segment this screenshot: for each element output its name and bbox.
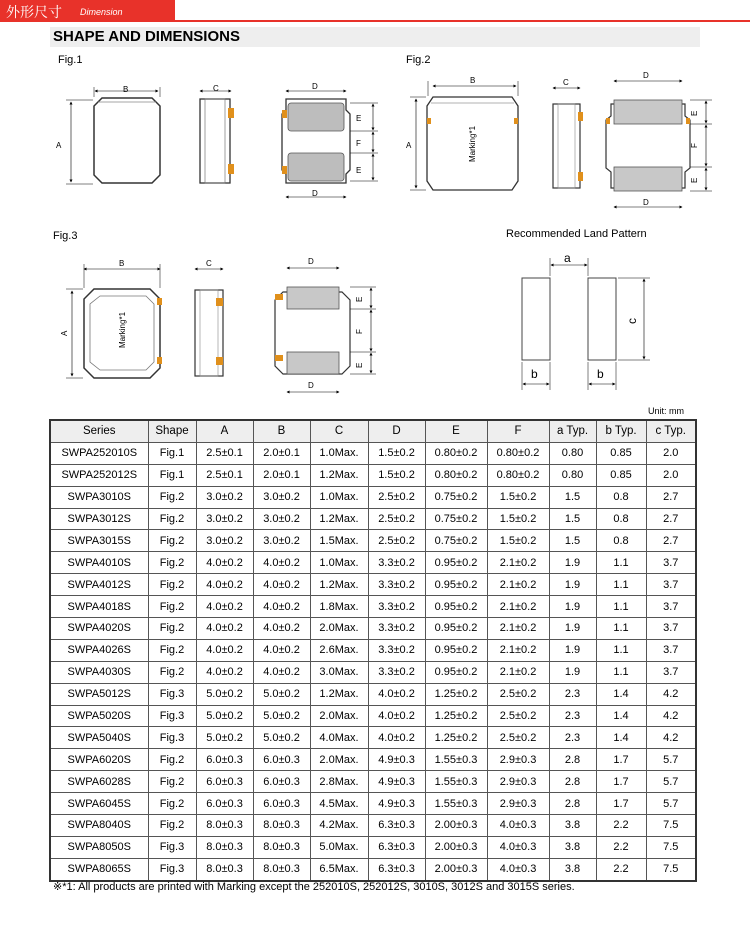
table-cell: 5.0±0.2 [253, 727, 310, 749]
table-row [50, 442, 696, 464]
table-row [50, 771, 696, 793]
table-cell: Fig.2 [148, 771, 196, 793]
land-dim-b2: b [597, 367, 604, 381]
table-row [50, 552, 696, 574]
table-cell: SWPA4030S [50, 661, 148, 683]
table-cell: 6.0±0.3 [253, 749, 310, 771]
table-cell: 1.55±0.3 [425, 771, 487, 793]
table-cell: 5.7 [646, 749, 696, 771]
dimension-drawings [0, 0, 750, 410]
table-cell: 1.5 [549, 486, 596, 508]
table-cell: 1.7 [596, 749, 646, 771]
table-cell: 5.0±0.2 [253, 705, 310, 727]
table-cell: 1.5±0.2 [368, 442, 425, 464]
column-header: Series [50, 420, 148, 442]
table-cell: 0.8 [596, 530, 646, 552]
table-cell: 8.0±0.3 [253, 815, 310, 837]
table-cell: 2.00±0.3 [425, 815, 487, 837]
fig1-dim-d-top: D [312, 82, 318, 91]
fig2-dim-d-top: D [643, 71, 649, 80]
table-cell: SWPA8050S [50, 836, 148, 858]
table-row [50, 574, 696, 596]
table-cell: 1.25±0.2 [425, 727, 487, 749]
table-cell: 3.3±0.2 [368, 574, 425, 596]
table-cell: 2.5±0.2 [487, 727, 549, 749]
table-cell: 4.0±0.2 [196, 639, 253, 661]
table-cell: SWPA4020S [50, 618, 148, 640]
table-cell: SWPA4010S [50, 552, 148, 574]
table-cell: 2.00±0.3 [425, 858, 487, 880]
table-cell: 3.8 [549, 836, 596, 858]
table-cell: 3.0±0.2 [196, 508, 253, 530]
table-cell: 0.80 [549, 442, 596, 464]
fig3-label: Fig.3 [53, 230, 78, 242]
table-cell: 6.0±0.3 [196, 771, 253, 793]
table-cell: Fig.2 [148, 661, 196, 683]
table-cell: 1.4 [596, 727, 646, 749]
table-cell: 2.8 [549, 771, 596, 793]
table-cell: 2.9±0.3 [487, 793, 549, 815]
table-cell: 4.2 [646, 705, 696, 727]
table-cell: 2.3 [549, 727, 596, 749]
column-header: C [310, 420, 368, 442]
table-cell: 6.0±0.3 [253, 793, 310, 815]
table-cell: 7.5 [646, 858, 696, 880]
land-pattern-label: Recommended Land Pattern [506, 228, 647, 240]
table-cell: 2.5±0.1 [196, 442, 253, 464]
table-cell: 3.7 [646, 661, 696, 683]
column-header: c Typ. [646, 420, 696, 442]
header-cn-label: 外形尺寸 [6, 5, 62, 21]
table-cell: SWPA6028S [50, 771, 148, 793]
table-row [50, 486, 696, 508]
fig2-dim-f: F [690, 143, 699, 148]
table-cell: 1.0Max. [310, 442, 368, 464]
table-cell: 4.0±0.2 [368, 727, 425, 749]
table-cell: 0.75±0.2 [425, 508, 487, 530]
table-cell: 4.9±0.3 [368, 749, 425, 771]
table-row [50, 836, 696, 858]
table-cell: Fig.2 [148, 749, 196, 771]
table-row [50, 793, 696, 815]
table-cell: 3.7 [646, 596, 696, 618]
table-cell: SWPA5020S [50, 705, 148, 727]
table-cell: 1.0Max. [310, 486, 368, 508]
table-cell: 1.25±0.2 [425, 683, 487, 705]
table-cell: 3.3±0.2 [368, 552, 425, 574]
table-cell: SWPA3010S [50, 486, 148, 508]
table-cell: 4.0±0.2 [196, 552, 253, 574]
table-cell: 1.1 [596, 596, 646, 618]
table-cell: 4.2 [646, 683, 696, 705]
table-cell: 2.0 [646, 464, 696, 486]
fig3-marking: Marking*1 [118, 311, 127, 348]
column-header: B [253, 420, 310, 442]
table-cell: 2.0Max. [310, 618, 368, 640]
table-cell: 1.2Max. [310, 574, 368, 596]
table-cell: SWPA5040S [50, 727, 148, 749]
table-cell: 2.5±0.2 [368, 530, 425, 552]
table-cell: 0.80±0.2 [425, 442, 487, 464]
table-row [50, 530, 696, 552]
table-row [50, 596, 696, 618]
table-cell: SWPA5012S [50, 683, 148, 705]
table-cell: 2.1±0.2 [487, 596, 549, 618]
table-cell: 8.0±0.3 [253, 836, 310, 858]
fig1-dim-e2: E [356, 166, 362, 175]
table-cell: 1.9 [549, 574, 596, 596]
table-cell: 0.85 [596, 442, 646, 464]
fig2-label: Fig.2 [406, 54, 431, 66]
table-cell: 2.2 [596, 836, 646, 858]
fig3-dim-e2: E [355, 362, 364, 368]
table-cell: 0.95±0.2 [425, 552, 487, 574]
table-cell: 3.0±0.2 [253, 508, 310, 530]
table-cell: 5.0Max. [310, 836, 368, 858]
table-cell: 1.4 [596, 705, 646, 727]
table-cell: 4.0±0.2 [253, 639, 310, 661]
table-cell: 3.7 [646, 574, 696, 596]
column-header: b Typ. [596, 420, 646, 442]
table-cell: Fig.2 [148, 486, 196, 508]
column-header: F [487, 420, 549, 442]
table-cell: 2.0Max. [310, 705, 368, 727]
table-cell: 0.8 [596, 508, 646, 530]
fig3-dim-c: C [206, 259, 212, 268]
table-cell: 2.9±0.3 [487, 749, 549, 771]
table-cell: 8.0±0.3 [253, 858, 310, 880]
table-cell: 1.2Max. [310, 508, 368, 530]
table-cell: 2.0±0.1 [253, 464, 310, 486]
table-cell: SWPA6045S [50, 793, 148, 815]
table-cell: 2.1±0.2 [487, 574, 549, 596]
table-cell: 2.5±0.2 [368, 486, 425, 508]
table-cell: 4.0±0.2 [253, 618, 310, 640]
land-dim-a: a [564, 251, 571, 265]
fig3-dim-d-top: D [308, 257, 314, 266]
table-cell: 4.0±0.2 [196, 618, 253, 640]
table-cell: 4.2Max. [310, 815, 368, 837]
table-cell: SWPA4018S [50, 596, 148, 618]
table-cell: 2.7 [646, 486, 696, 508]
table-cell: Fig.1 [148, 464, 196, 486]
table-cell: 6.5Max. [310, 858, 368, 880]
table-cell: 2.1±0.2 [487, 618, 549, 640]
table-cell: SWPA8065S [50, 858, 148, 880]
table-cell: 2.7 [646, 530, 696, 552]
table-cell: 1.1 [596, 661, 646, 683]
table-cell: 8.0±0.3 [196, 858, 253, 880]
fig2-marking: Marking*1 [468, 125, 477, 162]
table-cell: Fig.3 [148, 836, 196, 858]
table-cell: 0.95±0.2 [425, 596, 487, 618]
table-cell: SWPA252012S [50, 464, 148, 486]
table-cell: Fig.3 [148, 683, 196, 705]
fig2-dim-d-bottom: D [643, 198, 649, 207]
table-cell: Fig.2 [148, 574, 196, 596]
table-cell: 2.8 [549, 793, 596, 815]
table-cell: 0.80±0.2 [487, 442, 549, 464]
table-cell: 2.0Max. [310, 749, 368, 771]
table-cell: 2.5±0.1 [196, 464, 253, 486]
column-header: Shape [148, 420, 196, 442]
table-row [50, 705, 696, 727]
table-cell: SWPA8040S [50, 815, 148, 837]
table-cell: 6.3±0.3 [368, 836, 425, 858]
table-body [50, 442, 696, 880]
table-cell: 8.0±0.3 [196, 836, 253, 858]
table-cell: 3.8 [549, 858, 596, 880]
fig2-dim-c: C [563, 78, 569, 87]
table-cell: 1.5 [549, 508, 596, 530]
table-cell: 4.2 [646, 727, 696, 749]
table-cell: 3.0Max. [310, 661, 368, 683]
fig3-dim-a: A [60, 330, 69, 336]
table-row [50, 815, 696, 837]
table-cell: 2.8 [549, 749, 596, 771]
table-cell: 2.3 [549, 683, 596, 705]
table-cell: Fig.2 [148, 508, 196, 530]
table-cell: 4.0±0.2 [196, 596, 253, 618]
table-cell: 2.7 [646, 508, 696, 530]
fig2-drawing [406, 71, 712, 207]
table-cell: 1.2Max. [310, 464, 368, 486]
table-cell: 2.0±0.1 [253, 442, 310, 464]
table-cell: 1.5±0.2 [487, 530, 549, 552]
table-row [50, 661, 696, 683]
table-cell: 1.5Max. [310, 530, 368, 552]
table-cell: SWPA252010S [50, 442, 148, 464]
table-cell: 0.8 [596, 486, 646, 508]
table-cell: 2.5±0.2 [368, 508, 425, 530]
table-cell: Fig.1 [148, 442, 196, 464]
header-en-label: Dimension [80, 7, 123, 17]
table-cell: 0.95±0.2 [425, 639, 487, 661]
table-cell: 4.0Max. [310, 727, 368, 749]
table-cell: 2.1±0.2 [487, 639, 549, 661]
table-row [50, 639, 696, 661]
fig1-drawing [56, 82, 378, 198]
table-cell: 4.0±0.2 [253, 574, 310, 596]
land-dim-c: c [625, 318, 639, 324]
table-cell: 1.0Max. [310, 552, 368, 574]
table-cell: Fig.2 [148, 530, 196, 552]
table-cell: 3.0±0.2 [253, 530, 310, 552]
land-pattern-drawing [522, 251, 650, 390]
fig1-dim-d-bottom: D [312, 189, 318, 198]
fig1-label: Fig.1 [58, 54, 83, 66]
table-cell: Fig.2 [148, 793, 196, 815]
table-cell: 1.1 [596, 639, 646, 661]
table-cell: SWPA3012S [50, 508, 148, 530]
fig1-dim-a: A [56, 141, 62, 150]
table-cell: 1.7 [596, 793, 646, 815]
table-cell: 1.8Max. [310, 596, 368, 618]
column-header: E [425, 420, 487, 442]
table-cell: 1.5±0.2 [487, 486, 549, 508]
table-cell: 3.0±0.2 [253, 486, 310, 508]
table-cell: SWPA4026S [50, 639, 148, 661]
table-cell: 6.3±0.3 [368, 858, 425, 880]
fig3-dim-f: F [355, 329, 364, 334]
fig1-dim-f: F [356, 139, 361, 148]
unit-label: Unit: mm [648, 406, 684, 416]
table-cell: 1.1 [596, 552, 646, 574]
table-cell: 5.0±0.2 [196, 727, 253, 749]
table-cell: Fig.2 [148, 815, 196, 837]
table-cell: 5.0±0.2 [253, 683, 310, 705]
table-row [50, 749, 696, 771]
column-header: D [368, 420, 425, 442]
table-cell: 4.0±0.2 [253, 552, 310, 574]
table-cell: 1.7 [596, 771, 646, 793]
table-cell: 1.4 [596, 683, 646, 705]
table-cell: 8.0±0.3 [196, 815, 253, 837]
table-cell: 1.9 [549, 639, 596, 661]
table-cell: 4.0±0.3 [487, 858, 549, 880]
table-cell: 0.75±0.2 [425, 486, 487, 508]
fig3-dim-e1: E [355, 296, 364, 302]
fig2-dim-e1: E [690, 110, 699, 116]
table-cell: Fig.2 [148, 552, 196, 574]
table-cell: 3.3±0.2 [368, 596, 425, 618]
table-row [50, 683, 696, 705]
fig1-dim-c: C [213, 84, 219, 93]
table-cell: 1.5±0.2 [368, 464, 425, 486]
fig2-dim-e2: E [690, 177, 699, 183]
table-cell: 0.95±0.2 [425, 618, 487, 640]
table-cell: 2.8Max. [310, 771, 368, 793]
table-row [50, 858, 696, 880]
table-cell: 3.3±0.2 [368, 639, 425, 661]
table-row [50, 508, 696, 530]
table-cell: 2.3 [549, 705, 596, 727]
table-cell: 4.0±0.2 [196, 574, 253, 596]
table-cell: 2.2 [596, 815, 646, 837]
table-cell: 6.3±0.3 [368, 815, 425, 837]
table-cell: 2.1±0.2 [487, 552, 549, 574]
table-cell: 1.5±0.2 [487, 508, 549, 530]
table-cell: 1.2Max. [310, 683, 368, 705]
table-cell: 3.0±0.2 [196, 486, 253, 508]
table-cell: 4.0±0.2 [253, 596, 310, 618]
table-cell: 1.1 [596, 618, 646, 640]
table-cell: SWPA4012S [50, 574, 148, 596]
table-cell: 4.0±0.2 [368, 683, 425, 705]
table-header-row [50, 420, 696, 442]
table-cell: 5.0±0.2 [196, 683, 253, 705]
table-cell: 2.2 [596, 858, 646, 880]
table-cell: 0.85 [596, 464, 646, 486]
fig3-drawing [60, 257, 376, 392]
table-cell: 2.5±0.2 [487, 705, 549, 727]
table-cell: 1.1 [596, 574, 646, 596]
table-cell: 2.6Max. [310, 639, 368, 661]
table-cell: 3.3±0.2 [368, 618, 425, 640]
table-cell: Fig.2 [148, 596, 196, 618]
table-cell: SWPA6020S [50, 749, 148, 771]
footnote: ※*1: All products are printed with Marking except the 252010S, 252012S, 3010S, 3012S and 3015S series. [53, 881, 575, 893]
table-cell: Fig.3 [148, 727, 196, 749]
table-cell: 0.95±0.2 [425, 661, 487, 683]
table-cell: 3.0±0.2 [196, 530, 253, 552]
spec-table [49, 419, 697, 882]
table-cell: 2.0 [646, 442, 696, 464]
table-cell: Fig.2 [148, 639, 196, 661]
table-cell: 1.9 [549, 618, 596, 640]
column-header: A [196, 420, 253, 442]
land-dim-b1: b [531, 367, 538, 381]
table-cell: 2.1±0.2 [487, 661, 549, 683]
table-cell: Fig.3 [148, 858, 196, 880]
table-cell: Fig.2 [148, 618, 196, 640]
column-header: a Typ. [549, 420, 596, 442]
fig1-dim-b: B [123, 85, 129, 94]
table-cell: 7.5 [646, 836, 696, 858]
fig3-dim-b: B [119, 259, 125, 268]
table-cell: 2.9±0.3 [487, 771, 549, 793]
table-cell: 1.9 [549, 596, 596, 618]
fig1-dim-e1: E [356, 114, 362, 123]
table-row [50, 464, 696, 486]
table-cell: 0.80 [549, 464, 596, 486]
fig3-dim-d-bottom: D [308, 381, 314, 390]
table-cell: 4.0±0.3 [487, 836, 549, 858]
table-cell: 3.8 [549, 815, 596, 837]
table-cell: 1.55±0.3 [425, 749, 487, 771]
fig2-dim-b: B [470, 76, 476, 85]
table-cell: 1.5 [549, 530, 596, 552]
table-cell: 4.5Max. [310, 793, 368, 815]
table-cell: 5.0±0.2 [196, 705, 253, 727]
table-cell: 1.9 [549, 661, 596, 683]
table-cell: 4.9±0.3 [368, 793, 425, 815]
table-cell: 4.9±0.3 [368, 771, 425, 793]
table-cell: 4.0±0.2 [368, 705, 425, 727]
table-cell: Fig.3 [148, 705, 196, 727]
table-cell: 0.80±0.2 [425, 464, 487, 486]
table-cell: 4.0±0.2 [196, 661, 253, 683]
table-cell: 6.0±0.3 [196, 749, 253, 771]
table-cell: 4.0±0.2 [253, 661, 310, 683]
table-row [50, 618, 696, 640]
table-cell: 3.7 [646, 552, 696, 574]
table-cell: 1.25±0.2 [425, 705, 487, 727]
table-cell: SWPA3015S [50, 530, 148, 552]
table-cell: 6.0±0.3 [253, 771, 310, 793]
table-cell: 0.95±0.2 [425, 574, 487, 596]
table-cell: 5.7 [646, 793, 696, 815]
fig2-dim-a: A [406, 141, 412, 150]
table-cell: 3.3±0.2 [368, 661, 425, 683]
table-cell: 4.0±0.3 [487, 815, 549, 837]
table-cell: 2.5±0.2 [487, 683, 549, 705]
table-cell: 0.80±0.2 [487, 464, 549, 486]
table-cell: 1.55±0.3 [425, 793, 487, 815]
section-title-text: SHAPE AND DIMENSIONS [53, 28, 240, 45]
table-cell: 0.75±0.2 [425, 530, 487, 552]
table-cell: 1.9 [549, 552, 596, 574]
table-row [50, 727, 696, 749]
table-cell: 3.7 [646, 618, 696, 640]
table-cell: 5.7 [646, 771, 696, 793]
table-cell: 6.0±0.3 [196, 793, 253, 815]
table-cell: 7.5 [646, 815, 696, 837]
table-cell: 3.7 [646, 639, 696, 661]
table-cell: 2.00±0.3 [425, 836, 487, 858]
